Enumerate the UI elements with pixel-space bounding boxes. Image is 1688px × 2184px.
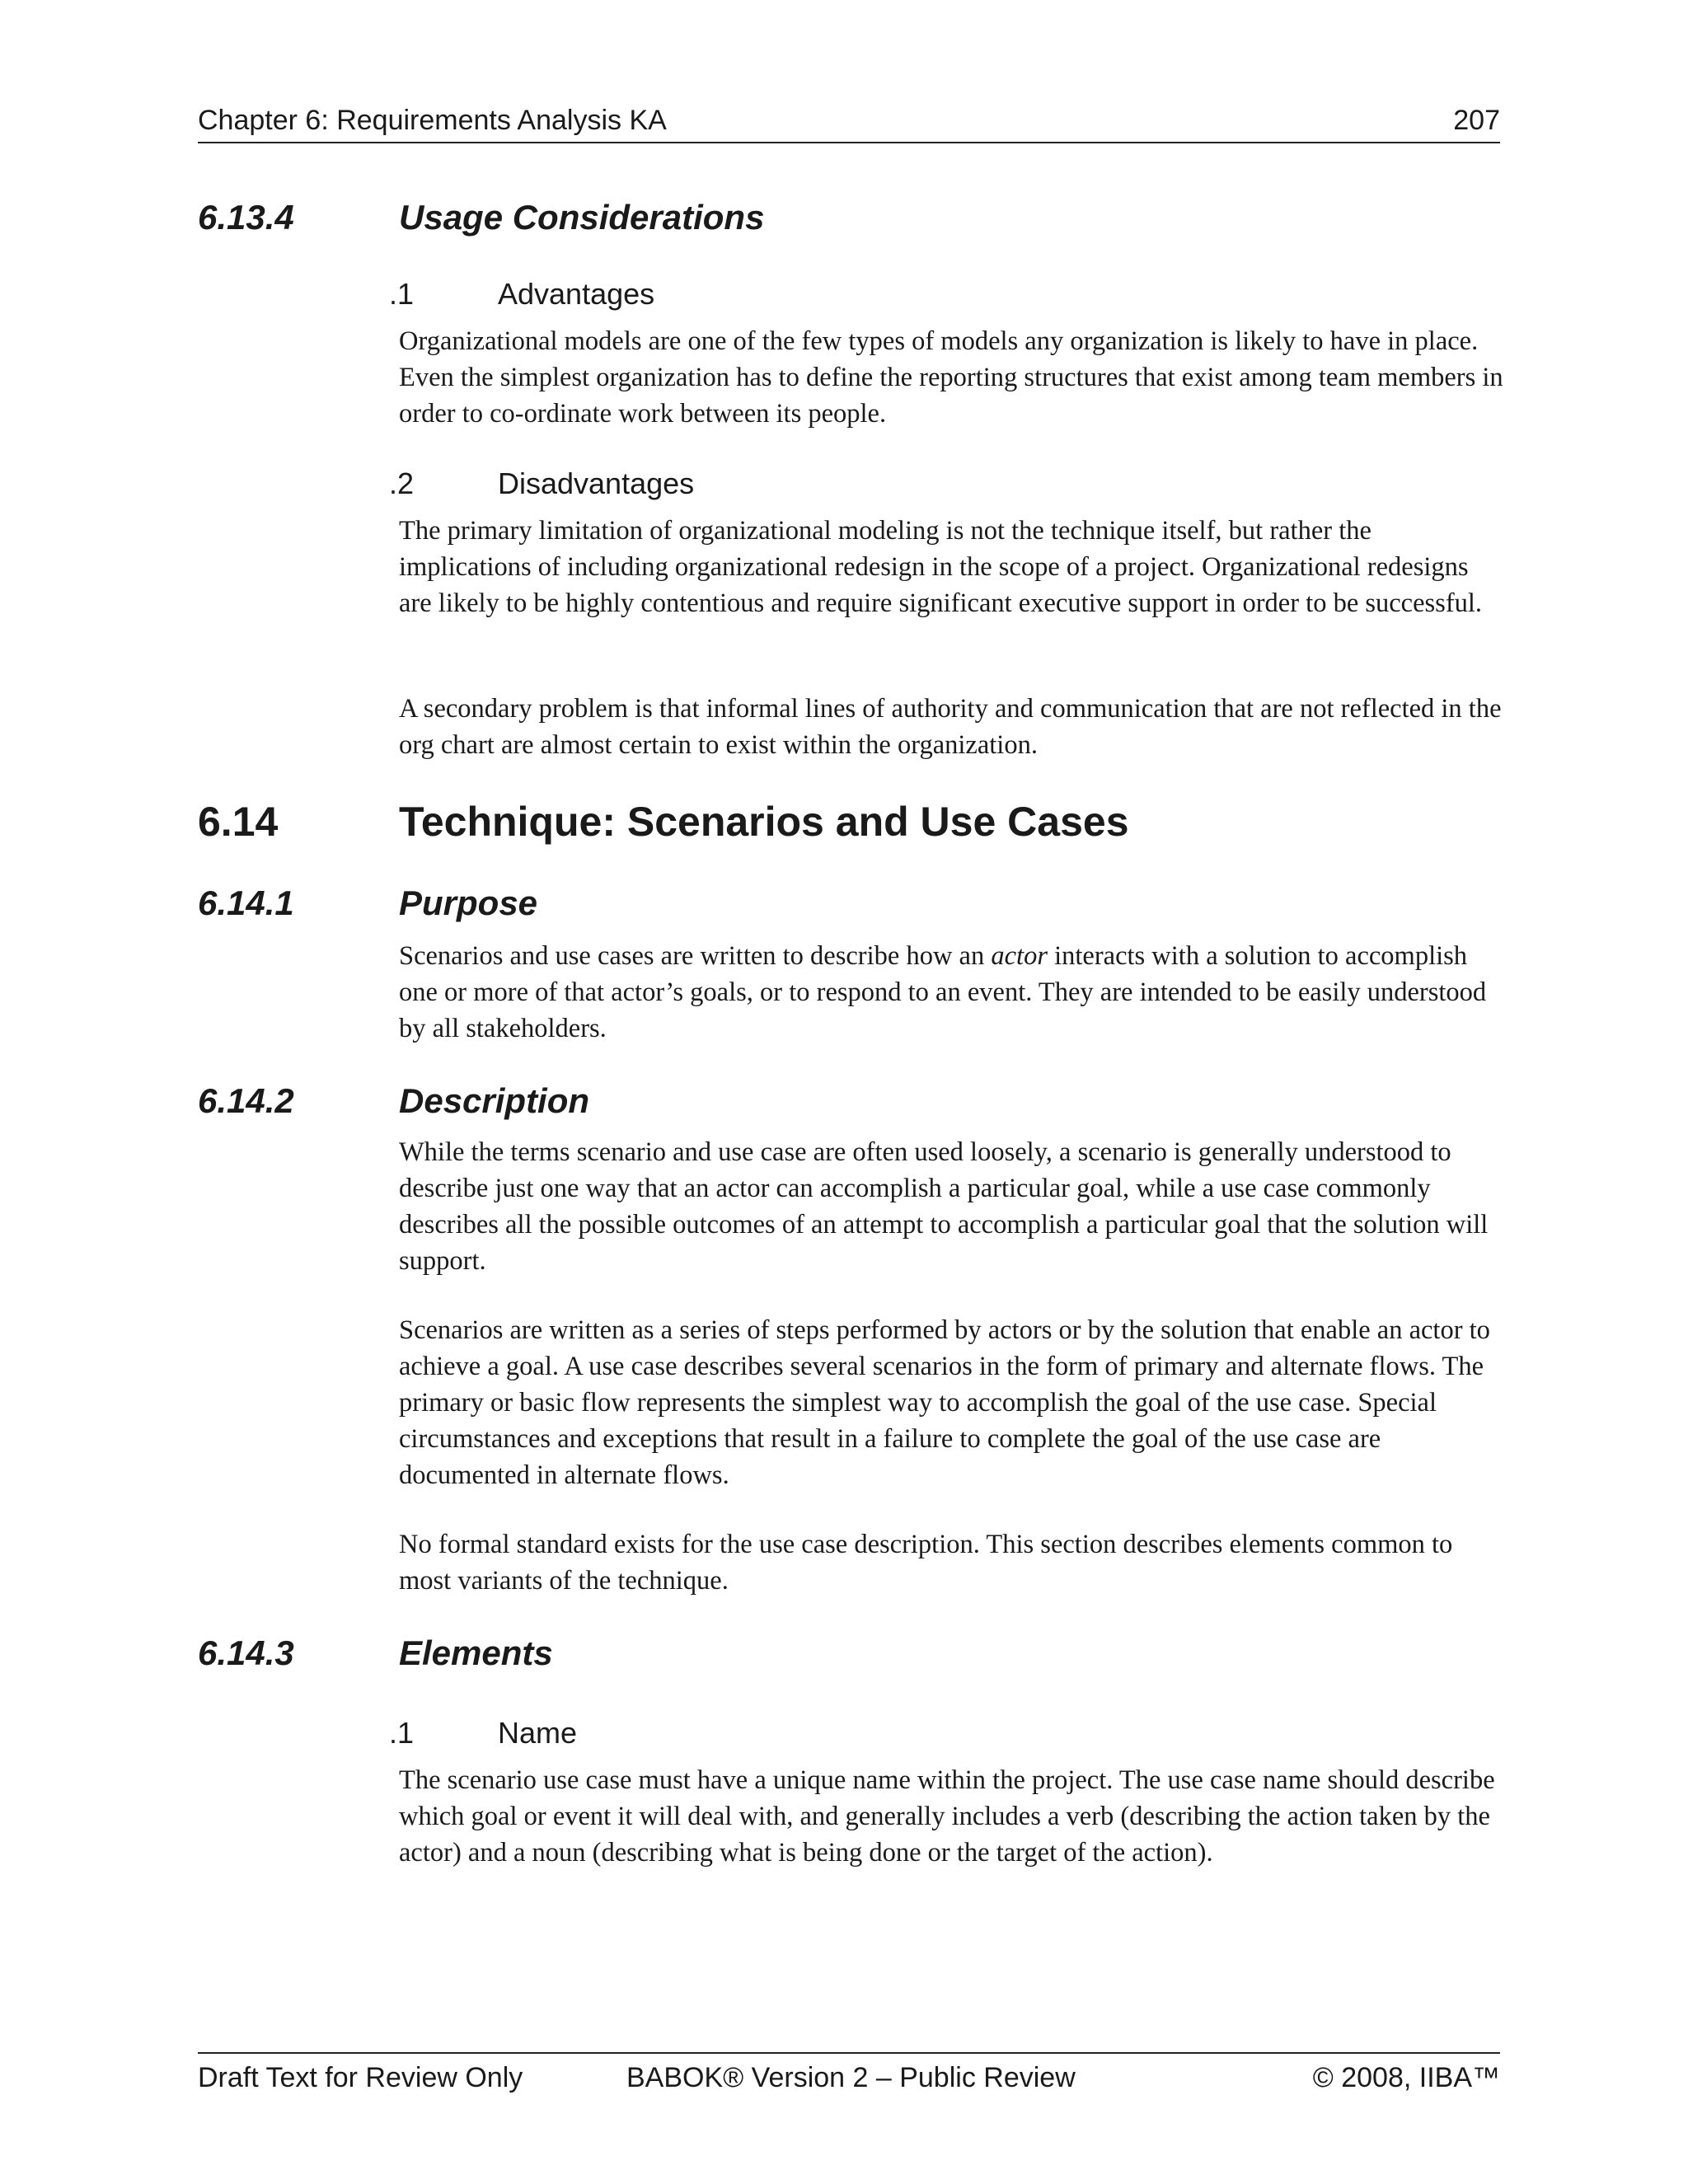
page-header (198, 97, 1500, 143)
footer-copyright: © 2008, IIBA™ (1312, 2062, 1500, 2093)
footer-draft-notice: Draft Text for Review Only (198, 2062, 523, 2093)
subsection-number-advantages: .1 (389, 277, 415, 311)
chapter-title: Chapter 6: Requirements Analysis KA (198, 105, 667, 136)
purpose-text-emphasis: actor (991, 941, 1048, 971)
disadvantages-paragraph-1: The primary limitation of organizational modeling is not the technique itself, but rather the implications of including organizational redesign in the scope of a project. Organizational redesigns are likely to be highly contentious and require significant executive support in order to be successful. (399, 516, 1483, 618)
section-number-6-14-1: 6.14.1 (198, 883, 294, 922)
section-number-6-13-4: 6.13.4 (198, 198, 294, 237)
section-number-6-14: 6.14 (198, 799, 279, 845)
purpose-text-after: interacts with a solution to accomplish one or more of that actor’s goals, or to respond to an event. They are intended to be easily understood by all stakeholders. (399, 941, 1487, 1043)
name-paragraph: The scenario use case must have a unique name within the project. The use case name should describe which goal or event it will deal with, and generally includes a verb (describing the action taken by the actor) and a noun (describing what is being done or the target of the action). (399, 1765, 1495, 1868)
advantages-paragraph: Organizational models are one of the few types of models any organization is likely to have in place. Even the simplest organization has to define the reporting structures that exist among team members in order to co-ordinate work between its people. (399, 326, 1503, 429)
section-title-usage-considerations: Usage Considerations (399, 198, 765, 237)
footer-version: BABOK® Version 2 – Public Review (626, 2062, 1076, 2093)
section-title-scenarios-use-cases: Technique: Scenarios and Use Cases (399, 799, 1129, 845)
section-title-description: Description (399, 1081, 590, 1120)
section-title-elements: Elements (399, 1633, 553, 1672)
section-title-purpose: Purpose (399, 883, 538, 922)
description-paragraph-1: While the terms scenario and use case are often used loosely, a scenario is generally understood to describe just one way that an actor can accomplish a particular goal, while a use case commonly describes all the possible outcomes of an attempt to accomplish a particular goal that the solution will support. (399, 1137, 1489, 1276)
disadvantages-paragraph-2: A secondary problem is that informal lines of authority and communication that are not reflected in the org chart are almost certain to exist within the organization. (399, 694, 1502, 760)
page-footer (198, 2052, 1500, 2102)
description-paragraph-3: No formal standard exists for the use case description. This section describes elements common to most variants of the technique. (399, 1530, 1453, 1596)
subsection-title-advantages: Advantages (498, 277, 655, 311)
subsection-title-disadvantages: Disadvantages (498, 466, 695, 500)
section-number-6-14-2: 6.14.2 (198, 1081, 294, 1120)
page-number: 207 (1453, 105, 1500, 136)
section-number-6-14-3: 6.14.3 (198, 1633, 294, 1672)
purpose-paragraph (399, 938, 1503, 1047)
purpose-text-before: Scenarios and use cases are written to describe how an (399, 941, 992, 971)
subsection-number-disadvantages: .2 (389, 466, 415, 500)
subsection-title-name: Name (498, 1716, 578, 1750)
subsection-number-name: .1 (389, 1716, 415, 1750)
description-paragraph-2: Scenarios are written as a series of steps performed by actors or by the solution that enable an actor to achieve a goal. A use case describes several scenarios in the form of primary and alternate flows. The primary or basic flow represents the simplest way to accomplish the goal of the use case. Special circumstances and exceptions that result in a failure to complete the goal of the use case are documented in alternate flows. (399, 1315, 1490, 1490)
